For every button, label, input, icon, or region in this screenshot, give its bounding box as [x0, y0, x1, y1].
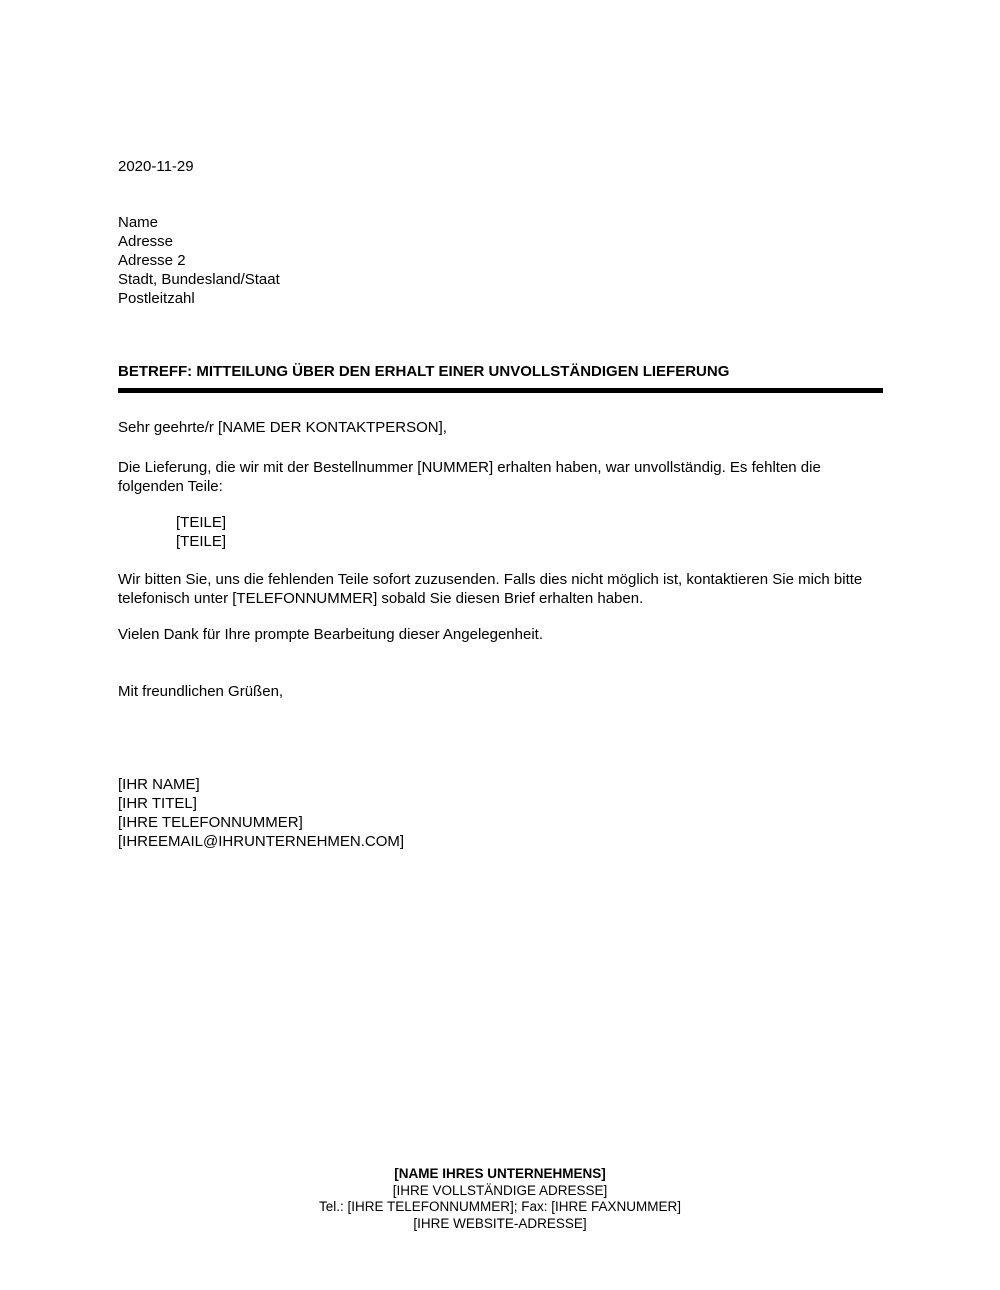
missing-part-item: [TEILE]: [176, 533, 227, 550]
missing-parts-list: [118, 513, 883, 551]
recipient-city-state: Stadt, Bundesland/Staat: [118, 271, 280, 288]
footer-company-name: [NAME IHRES UNTERNEHMENS]: [394, 1166, 606, 1181]
letter-body: [118, 157, 883, 851]
footer-tel-fax: Tel.: [IHRE TELEFONNUMMER]; Fax: [IHRE FAXNUMMER]: [318, 1199, 682, 1214]
recipient-postal-code: Postleitzahl: [118, 290, 195, 307]
letter-footer: [0, 1166, 1000, 1232]
salutation: Sehr geehrte/r [NAME DER KONTAKTPERSON],: [118, 419, 447, 436]
recipient-address-block: [118, 213, 883, 308]
letter-date: 2020-11-29: [118, 158, 194, 175]
signature-email: [IHREEMAIL@IHRUNTERNEHMEN.COM]: [118, 833, 405, 850]
subject-line: BETREFF: MITTEILUNG ÜBER DEN ERHALT EINER UNVOLLSTÄNDIGEN LIEFERUNG: [118, 363, 730, 380]
signature-name: [IHR NAME]: [118, 776, 200, 793]
footer-company-address: [IHRE VOLLSTÄNDIGE ADRESSE]: [392, 1182, 608, 1198]
paragraph-delivery-incomplete: Die Lieferung, die wir mit der Bestellnummer [NUMMER] erhalten haben, war unvollständig. Es fehlten die folgenden Teile:: [118, 459, 821, 495]
subject-divider-rule: [118, 388, 883, 393]
closing-salutation: Mit freundlichen Grüßen,: [118, 683, 284, 700]
footer-website: [IHRE WEBSITE-ADRESSE]: [413, 1215, 587, 1231]
recipient-name: Name: [118, 214, 159, 231]
recipient-address-line-1: Adresse: [118, 233, 174, 250]
signature-title: [IHR TITEL]: [118, 795, 197, 812]
signature-block: [118, 775, 883, 851]
signature-phone: [IHRE TELEFONNUMMER]: [118, 814, 303, 831]
paragraph-thanks: Vielen Dank für Ihre prompte Bearbeitung dieser Angelegenheit.: [118, 626, 544, 643]
missing-part-item: [TEILE]: [176, 514, 227, 531]
recipient-address-line-2: Adresse 2: [118, 252, 186, 269]
paragraph-request-parts: Wir bitten Sie, uns die fehlenden Teile sofort zuzusenden. Falls dies nicht möglich ist, kontaktieren Sie mich bitte telefonisch unter [TELEFONNUMMER] sobald Sie diesen Brief erhalten haben.: [118, 571, 863, 607]
